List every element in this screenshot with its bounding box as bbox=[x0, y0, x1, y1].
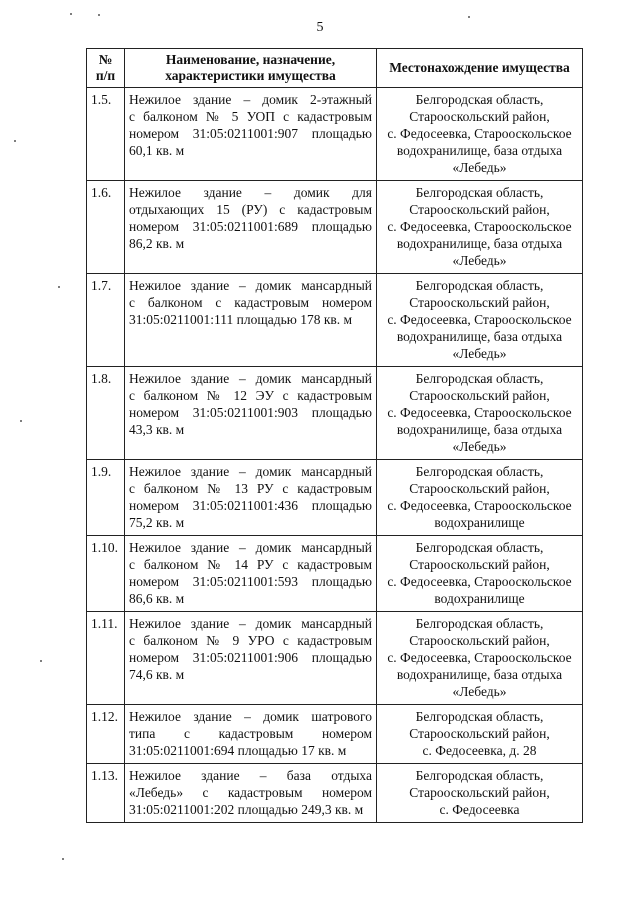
scan-speck bbox=[98, 14, 100, 16]
description-line: 86,2 кв. м bbox=[129, 236, 185, 251]
description-line: с балконом с кадастровым номером bbox=[129, 295, 372, 310]
location-line: Белгородская область, bbox=[415, 92, 544, 107]
location-line: с. Федосеевка, д. 28 bbox=[422, 743, 537, 758]
location-line: с. Федосеевка, Старооскольское bbox=[387, 650, 572, 665]
row-location bbox=[377, 274, 583, 367]
description-line: с балконом № 13 РУ с кадастровым bbox=[129, 481, 372, 496]
table-row bbox=[87, 88, 583, 181]
header-description-line: характеристики имущества bbox=[165, 68, 336, 83]
description-line: 74,6 кв. м bbox=[129, 667, 185, 682]
location-line: водохранилище bbox=[434, 515, 525, 530]
description-line: отдыхающих 15 (РУ) с кадастровым bbox=[129, 202, 372, 217]
description-line: с балконом № 12 ЭУ с кадастровым bbox=[129, 388, 372, 403]
location-line: с. Федосеевка, Старооскольское bbox=[387, 312, 572, 327]
location-line: Старооскольский район, bbox=[409, 785, 550, 800]
row-location bbox=[377, 536, 583, 612]
location-line: «Лебедь» bbox=[452, 439, 507, 454]
location-line: Белгородская область, bbox=[415, 616, 544, 631]
location-line: с. Федосеевка, Старооскольское bbox=[387, 126, 572, 141]
location-line: с. Федосеевка bbox=[439, 802, 520, 817]
location-line: Старооскольский район, bbox=[409, 557, 550, 572]
description-line: 31:05:0211001:111 площадью 178 кв. м bbox=[129, 312, 353, 327]
header-num-line: № bbox=[98, 52, 113, 67]
header-description bbox=[125, 49, 377, 88]
description-line: типа с кадастровым номером bbox=[129, 726, 372, 741]
table-row bbox=[87, 705, 583, 764]
description-line: Нежилое здание – домик для bbox=[129, 185, 372, 200]
location-line: Белгородская область, bbox=[415, 371, 544, 386]
location-line: водохранилище bbox=[434, 591, 525, 606]
description-line: номером 31:05:0211001:907 площадью bbox=[129, 126, 372, 141]
scan-speck bbox=[70, 13, 72, 15]
row-location bbox=[377, 460, 583, 536]
description-line: с балконом № 5 УОП с кадастровым bbox=[129, 109, 372, 124]
row-location bbox=[377, 764, 583, 823]
location-line: водохранилище, база отдыха bbox=[396, 329, 563, 344]
row-location bbox=[377, 612, 583, 705]
location-line: «Лебедь» bbox=[452, 346, 507, 361]
row-number: 1.5. bbox=[87, 88, 125, 181]
location-line: водохранилище, база отдыха bbox=[396, 143, 563, 158]
row-number: 1.11. bbox=[87, 612, 125, 705]
row-number: 1.13. bbox=[87, 764, 125, 823]
header-num bbox=[87, 49, 125, 88]
scan-speck bbox=[468, 16, 470, 18]
row-number: 1.7. bbox=[87, 274, 125, 367]
location-line: Старооскольский район, bbox=[409, 295, 550, 310]
location-line: Старооскольский район, bbox=[409, 109, 550, 124]
row-description bbox=[125, 274, 377, 367]
description-line: Нежилое здание – домик мансардный bbox=[129, 278, 372, 293]
scan-speck bbox=[62, 858, 64, 860]
location-line: водохранилище, база отдыха bbox=[396, 422, 563, 437]
description-line: 86,6 кв. м bbox=[129, 591, 185, 606]
row-number: 1.9. bbox=[87, 460, 125, 536]
scan-speck bbox=[58, 286, 60, 288]
description-line: с балконом № 14 РУ с кадастровым bbox=[129, 557, 372, 572]
location-line: Белгородская область, bbox=[415, 768, 544, 783]
row-description bbox=[125, 181, 377, 274]
scan-speck bbox=[20, 420, 22, 422]
table-row bbox=[87, 460, 583, 536]
row-number: 1.6. bbox=[87, 181, 125, 274]
row-location bbox=[377, 88, 583, 181]
header-description-line: Наименование, назначение, bbox=[165, 52, 336, 67]
description-line: Нежилое здание – домик мансардный bbox=[129, 464, 372, 479]
table-row bbox=[87, 274, 583, 367]
header-num-line: п/п bbox=[95, 68, 116, 83]
row-location bbox=[377, 181, 583, 274]
row-location bbox=[377, 705, 583, 764]
row-description bbox=[125, 705, 377, 764]
table-row bbox=[87, 181, 583, 274]
row-number: 1.8. bbox=[87, 367, 125, 460]
row-description bbox=[125, 536, 377, 612]
header-location: Местонахождение имущества bbox=[377, 49, 583, 88]
location-line: Старооскольский район, bbox=[409, 202, 550, 217]
location-line: Белгородская область, bbox=[415, 709, 544, 724]
page-number: 5 bbox=[316, 20, 324, 35]
location-line: «Лебедь» bbox=[452, 253, 507, 268]
location-line: Старооскольский район, bbox=[409, 726, 550, 741]
description-line: 31:05:0211001:694 площадью 17 кв. м bbox=[129, 743, 347, 758]
row-location bbox=[377, 367, 583, 460]
description-line: 43,3 кв. м bbox=[129, 422, 185, 437]
location-line: с. Федосеевка, Старооскольское bbox=[387, 219, 572, 234]
description-line: Нежилое здание – домик 2-этажный bbox=[129, 92, 372, 107]
location-line: Старооскольский район, bbox=[409, 481, 550, 496]
location-line: с. Федосеевка, Старооскольское bbox=[387, 405, 572, 420]
description-line: номером 31:05:0211001:903 площадью bbox=[129, 405, 372, 420]
table-row bbox=[87, 536, 583, 612]
location-line: с. Федосеевка, Старооскольское bbox=[387, 574, 572, 589]
location-line: «Лебедь» bbox=[452, 684, 507, 699]
location-line: Белгородская область, bbox=[415, 278, 544, 293]
location-line: с. Федосеевка, Старооскольское bbox=[387, 498, 572, 513]
table-row bbox=[87, 612, 583, 705]
location-line: Белгородская область, bbox=[415, 185, 544, 200]
description-line: Нежилое здание – база отдыха bbox=[129, 768, 372, 783]
description-line: номером 31:05:0211001:593 площадью bbox=[129, 574, 372, 589]
row-number: 1.12. bbox=[87, 705, 125, 764]
row-description bbox=[125, 764, 377, 823]
row-number: 1.10. bbox=[87, 536, 125, 612]
row-description bbox=[125, 88, 377, 181]
row-description bbox=[125, 367, 377, 460]
description-line: номером 31:05:0211001:689 площадью bbox=[129, 219, 372, 234]
description-line: Нежилое здание – домик шатрового bbox=[129, 709, 372, 724]
location-line: Белгородская область, bbox=[415, 464, 544, 479]
table-header-row bbox=[87, 49, 583, 88]
description-line: Нежилое здание – домик мансардный bbox=[129, 616, 372, 631]
property-table bbox=[86, 48, 583, 823]
location-line: Старооскольский район, bbox=[409, 388, 550, 403]
scan-speck bbox=[40, 660, 42, 662]
location-line: водохранилище, база отдыха bbox=[396, 667, 563, 682]
description-line: номером 31:05:0211001:906 площадью bbox=[129, 650, 372, 665]
row-description bbox=[125, 460, 377, 536]
description-line: Нежилое здание – домик мансардный bbox=[129, 371, 372, 386]
row-description bbox=[125, 612, 377, 705]
description-line: «Лебедь» с кадастровым номером bbox=[129, 785, 372, 800]
table-body bbox=[87, 88, 583, 823]
description-line: 60,1 кв. м bbox=[129, 143, 185, 158]
description-line: с балконом № 9 УРО с кадастровым bbox=[129, 633, 372, 648]
table-row bbox=[87, 764, 583, 823]
description-line: номером 31:05:0211001:436 площадью bbox=[129, 498, 372, 513]
description-line: 31:05:0211001:202 площадью 249,3 кв. м bbox=[129, 802, 364, 817]
location-line: Старооскольский район, bbox=[409, 633, 550, 648]
description-line: 75,2 кв. м bbox=[129, 515, 185, 530]
location-line: «Лебедь» bbox=[452, 160, 507, 175]
table-row bbox=[87, 367, 583, 460]
location-line: Белгородская область, bbox=[415, 540, 544, 555]
description-line: Нежилое здание – домик мансардный bbox=[129, 540, 372, 555]
location-line: водохранилище, база отдыха bbox=[396, 236, 563, 251]
scan-speck bbox=[14, 140, 16, 142]
